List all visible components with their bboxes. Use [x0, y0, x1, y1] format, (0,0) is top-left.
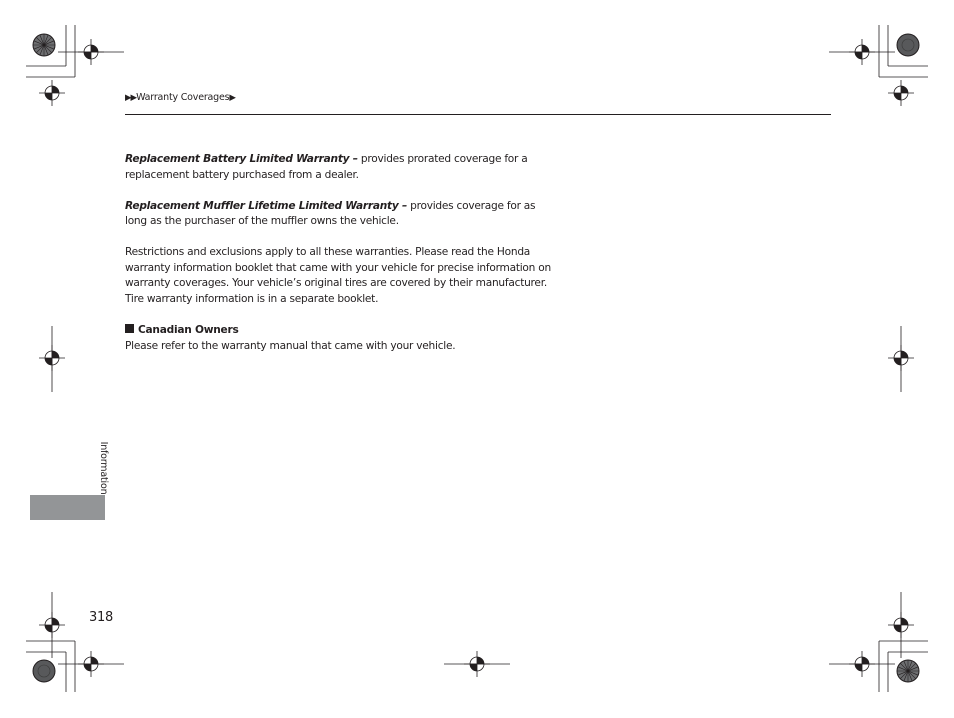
side-tab-label: Information [98, 441, 109, 495]
muffler-warranty-paragraph [125, 199, 557, 230]
muffler-warranty-title: Replacement Muffler Lifetime Limited Warranty – [125, 199, 408, 212]
breadcrumb-link[interactable]: Warranty Coverages [136, 92, 230, 103]
battery-warranty-text: provides prorated coverage for a replacement battery purchased from a dealer. [125, 153, 528, 181]
page-number: 318 [89, 610, 113, 625]
breadcrumb[interactable] [125, 92, 235, 103]
side-tab[interactable] [30, 495, 105, 520]
breadcrumb-prefix-icon: ▶▶ [125, 93, 137, 103]
square-bullet-icon [125, 324, 134, 333]
section-heading [125, 323, 557, 339]
restrictions-paragraph: Restrictions and exclusions apply to all these warranties. Please read the Honda warranty information booklet that came with your vehicle for precise information on warranty coverages. Your vehicle’s original tires are covered by their manufacturer. Tire warranty information is in a separate booklet. [125, 246, 551, 305]
muffler-warranty-text: provides coverage for as long as the purchaser of the muffler owns the vehicle. [125, 199, 536, 228]
section-heading-text: Canadian Owners [138, 323, 239, 336]
header-divider [125, 114, 831, 115]
battery-warranty-paragraph [125, 152, 557, 183]
main-content [125, 152, 557, 354]
canadian-owners-paragraph: Please refer to the warranty manual that came with your vehicle. [125, 339, 456, 352]
battery-warranty-title: Replacement Battery Limited Warranty – [125, 153, 358, 165]
breadcrumb-suffix-icon: ▶ [229, 93, 235, 103]
